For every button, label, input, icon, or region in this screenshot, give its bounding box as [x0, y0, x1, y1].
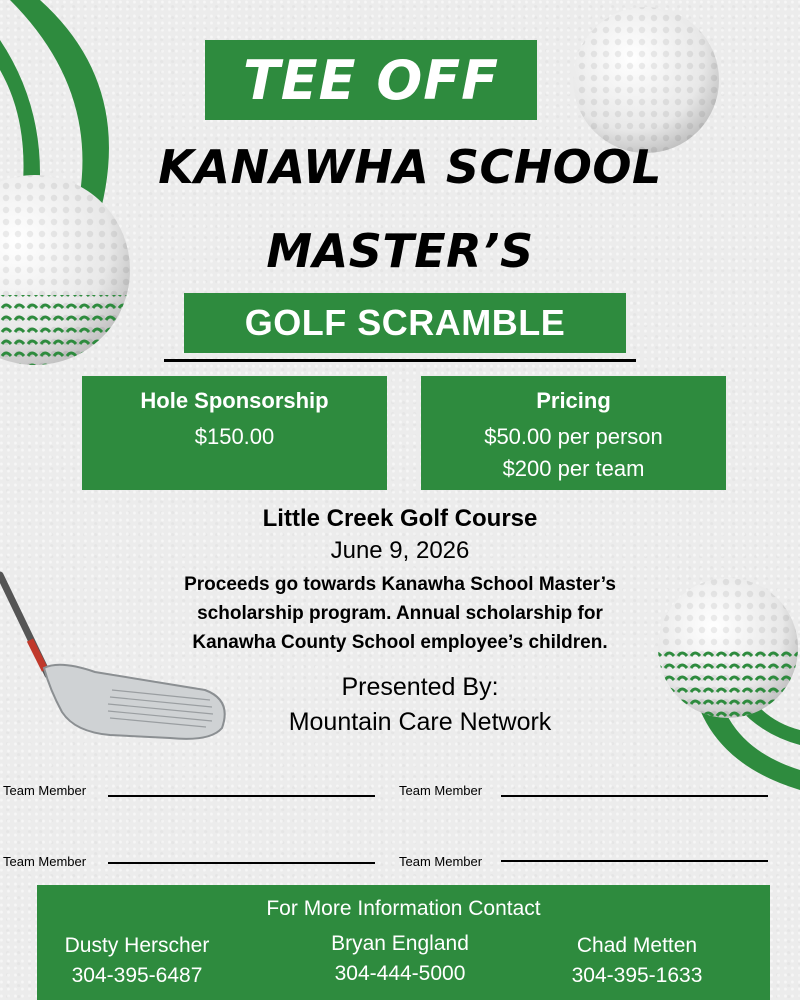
contact-panel — [37, 885, 770, 1000]
sponsorship-heading: Hole Sponsorship — [140, 388, 329, 413]
contact-name-3: Chad Metten — [576, 934, 698, 957]
contact-person-2 — [300, 929, 500, 989]
pricing-per-person: $50.00 per person — [484, 424, 663, 449]
pricing-box — [421, 376, 726, 490]
team-member-line-3[interactable] — [108, 862, 375, 864]
team-member-line-1[interactable] — [108, 795, 375, 797]
banner-text: TEE OFF — [242, 48, 500, 112]
contact-phone-1[interactable]: 304-395-6487 — [71, 964, 203, 987]
subtitle-banner — [184, 293, 626, 353]
subtitle-text: GOLF SCRAMBLE — [244, 302, 566, 343]
team-member-label-2: Team Member — [399, 783, 483, 798]
team-member-label-3: Team Member — [3, 854, 87, 869]
contact-name-2: Bryan England — [331, 932, 469, 955]
contact-name-1: Dusty Herscher — [64, 934, 210, 957]
team-member-line-4[interactable] — [501, 860, 768, 862]
proceeds-text — [0, 570, 800, 657]
proceeds-line-1: Proceeds go towards Kanawha School Master’s — [184, 574, 616, 595]
presented-label: Presented By: — [341, 673, 499, 701]
tee-off-banner — [205, 40, 537, 120]
proceeds-line-2: scholarship program. Annual scholarship for — [197, 603, 603, 624]
golf-ball-icon-top-right — [573, 7, 719, 153]
presenter-name: Mountain Care Network — [288, 708, 552, 736]
event-location: Little Creek Golf Course — [262, 505, 538, 532]
contact-phone-3[interactable]: 304-395-1633 — [571, 964, 703, 987]
contact-person-3 — [537, 931, 737, 991]
pricing-per-team: $200 per team — [502, 456, 645, 481]
team-member-line-2[interactable] — [501, 795, 768, 797]
team-member-label-4: Team Member — [399, 854, 483, 869]
sponsorship-box — [82, 376, 387, 490]
contact-phone-2[interactable]: 304-444-5000 — [334, 962, 466, 985]
sponsorship-price: $150.00 — [194, 424, 275, 449]
title-line-1: KANAWHA SCHOOL — [158, 140, 662, 194]
contact-heading: For More Information Contact — [266, 897, 541, 920]
divider-rule — [164, 359, 636, 362]
pricing-heading: Pricing — [536, 388, 611, 413]
title-line-2: MASTER’S — [266, 224, 534, 278]
team-member-label-1: Team Member — [3, 783, 87, 798]
event-date: June 9, 2026 — [330, 537, 470, 564]
proceeds-line-3: Kanawha County School employee’s children. — [192, 632, 608, 653]
contact-person-1 — [37, 931, 237, 991]
